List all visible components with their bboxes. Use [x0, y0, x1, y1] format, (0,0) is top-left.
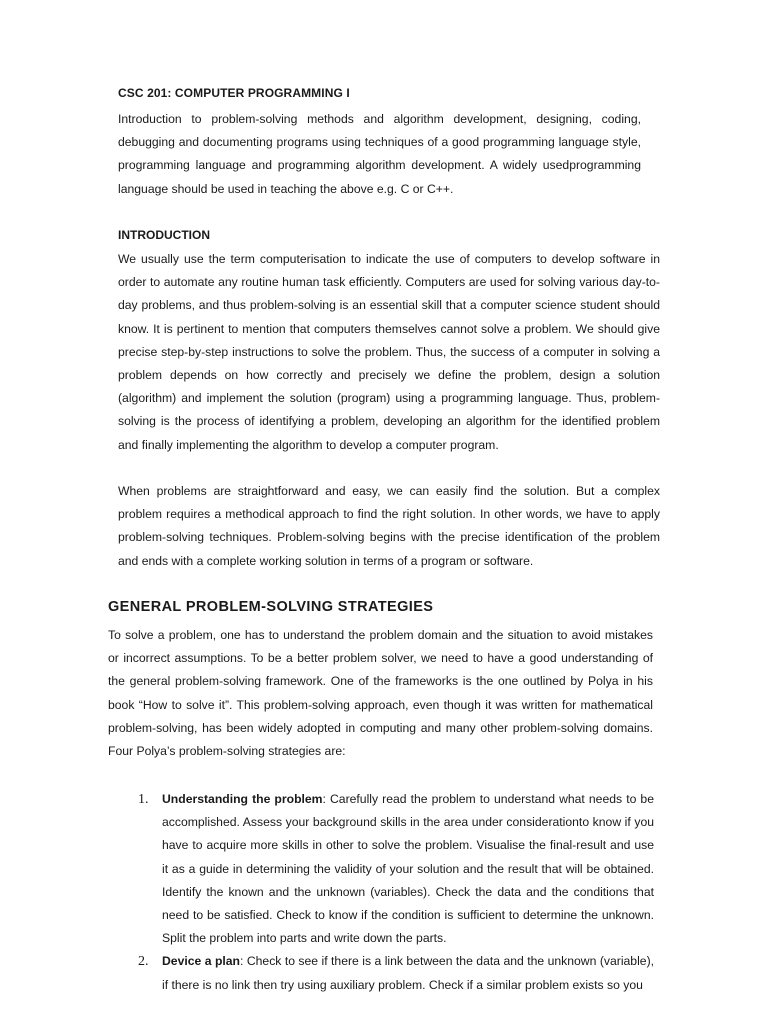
course-title: CSC 201: COMPUTER PROGRAMMING I: [118, 86, 350, 100]
list-item-title: Understanding the problem: [162, 792, 323, 806]
list-item-number: 2.: [138, 954, 149, 970]
list-item-text: : Check to see if there is a link between the data and the unknown (variable), if there is no link then try using auxiliary problem. Check if a similar problem exists so you: [162, 954, 655, 992]
introduction-paragraph-2: When problems are straightforward and easy, we can easily find the solution. But a complex problem requires a methodical approach to find the right solution. In other words, we have to apply problem-solving techniques. Problem-solving begins with the precise identification of the problem and ends with a complete working solution in terms of a program or software.: [118, 484, 660, 568]
list-item: [138, 950, 654, 996]
list-item: [138, 788, 654, 950]
introduction-heading: INTRODUCTION: [118, 228, 210, 242]
course-description: Introduction to problem-solving methods and algorithm development, designing, coding, debugging and documenting programs using techniques of a good programming language style, programming language and programming algorithm development. A widely usedprogramming language should be used in teaching the above e.g. C or C++.: [118, 112, 641, 196]
list-item-text: : Carefully read the problem to understand what needs to be accomplished. Assess your background skills in the area under considerationto know if you have to acquire more skills in other to solve the problem. Visualise the final-result and use it as a guide in determining the validity of your solution and the result that will be obtained. Identify the known and the unknown (variables). Check the data and the conditions that need to be satisfied. Check to know if the condition is sufficient to determine the unknown. Split the problem into parts and write down the parts.: [162, 792, 654, 946]
list-item-number: 1.: [138, 792, 149, 807]
list-item-title: Device a plan: [162, 954, 241, 969]
strategies-paragraph: To solve a problem, one has to understand the problem domain and the situation to avoid mistakes or incorrect assumptions. To be a better problem solver, we need to have a good understanding of the general problem-solving framework. One of the frameworks is the one outlined by Polya in his book “How to solve it”. This problem-solving approach, even though it was written for mathematical problem-solving, has been widely adopted in computing and many other problem-solving domains. Four Polya’s problem-solving strategies are:: [108, 628, 653, 759]
strategies-heading: GENERAL PROBLEM-SOLVING STRATEGIES: [108, 599, 434, 615]
introduction-paragraph-1: We usually use the term computerisation to indicate the use of computers to develop software in order to automate any routine human task efficiently. Computers are used for solving various day-to-day problems, and thus problem-solving is an essential skill that a computer science student should know. It is pertinent to mention that computers themselves cannot solve a problem. We should give precise step-by-step instructions to solve the problem. Thus, the success of a computer in solving a problem depends on how correctly and precisely we define the problem, design a solution (algorithm) and implement the solution (program) using a programming language. Thus, problem-solving is the process of identifying a problem, developing an algorithm for the identified problem and finally implementing the algorithm to develop a computer program.: [118, 252, 660, 452]
strategies-list: [138, 788, 654, 997]
